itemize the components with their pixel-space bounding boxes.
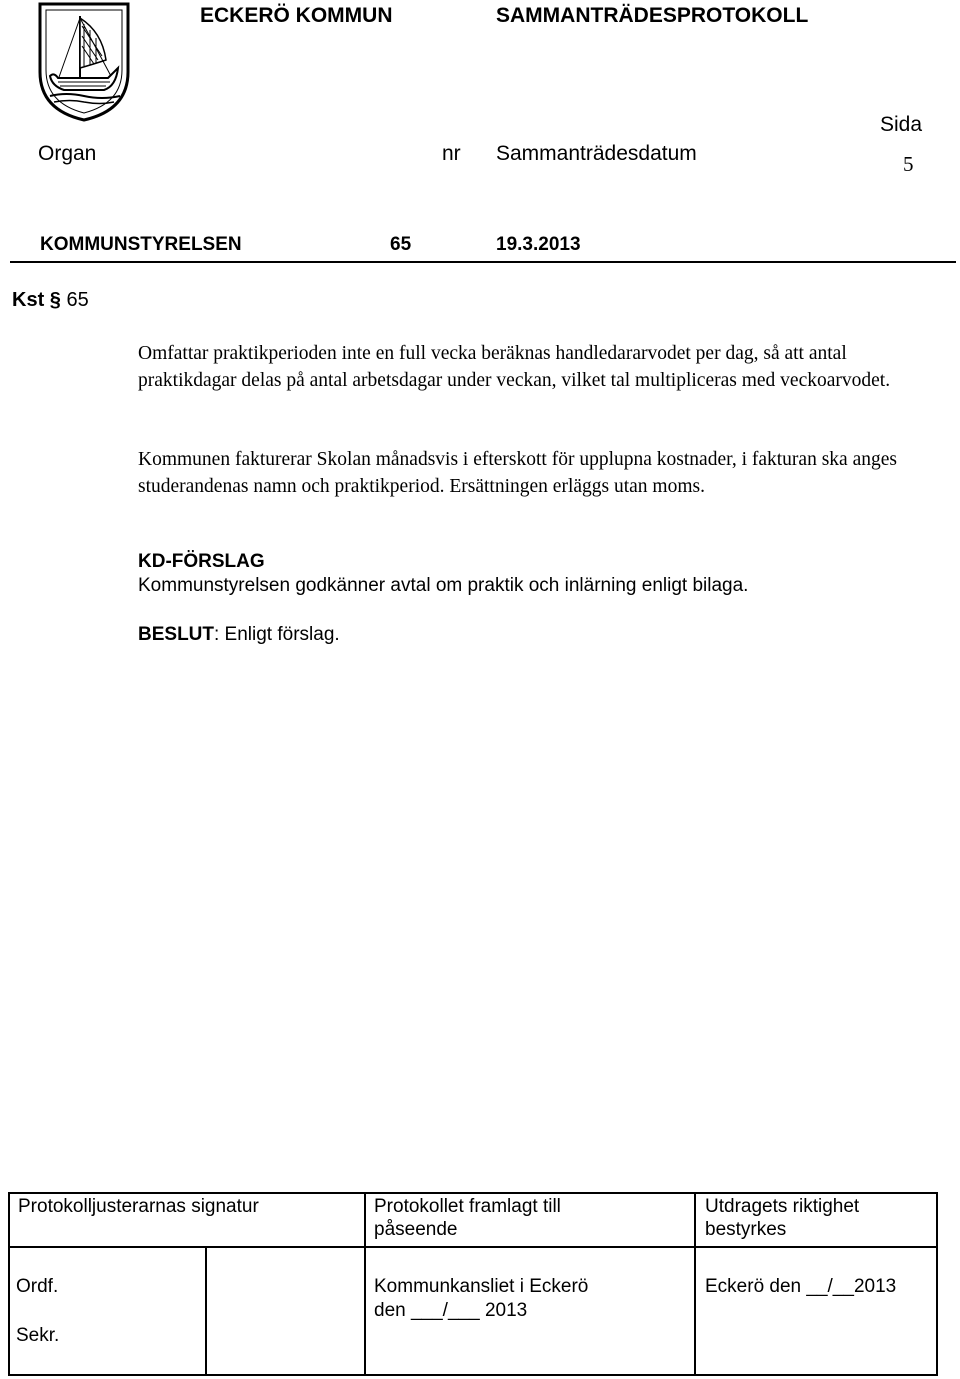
posted-header-line2: påseende <box>374 1219 458 1240</box>
section-symbol: § <box>49 289 61 311</box>
nr-label: nr <box>442 142 461 165</box>
organ-label: Organ <box>38 142 97 165</box>
page-label: Sida <box>880 113 923 136</box>
organ-value: KOMMUNSTYRELSEN <box>40 234 242 255</box>
date-label: Sammanträdesdatum <box>496 142 697 165</box>
proposal-heading: KD-FÖRSLAG <box>138 551 265 572</box>
chair-label: Ordf. <box>16 1276 59 1297</box>
section-number: 65 <box>66 289 89 311</box>
secretary-label: Sekr. <box>16 1325 60 1346</box>
certified-header-line1: Utdragets riktighet <box>705 1196 860 1217</box>
document-type: SAMMANTRÄDESPROTOKOLL <box>496 4 809 27</box>
posted-header-line1: Protokollet framlagt till <box>374 1196 561 1217</box>
table-row-divider <box>10 1246 936 1248</box>
certified-date: Eckerö den __/__2013 <box>705 1276 897 1297</box>
table-column-divider-1 <box>364 1194 366 1374</box>
header-divider <box>10 261 956 263</box>
signature-divider <box>205 1248 207 1374</box>
table-column-divider-2 <box>694 1194 696 1374</box>
posted-location: Kommunkansliet i Eckerö <box>374 1276 589 1297</box>
paragraph-1: Omfattar praktikperioden inte en full vecka beräknas handledararvodet per dag, så att antal praktikdagar delas på antal arbetsdagar under veckan, vilket tal multipliceras med veckoarvodet. <box>138 343 891 391</box>
section-heading <box>12 289 89 312</box>
proposal-text: Kommunstyrelsen godkänner avtal om praktik och inlärning enligt bilaga. <box>138 575 749 596</box>
section-label: Kst <box>12 289 45 311</box>
page-number: 5 <box>903 152 914 176</box>
signature-header: Protokolljusterarnas signatur <box>18 1196 259 1217</box>
decision-line <box>138 624 340 646</box>
decision-label: BESLUT <box>138 624 214 645</box>
municipal-coat-of-arms <box>36 2 132 127</box>
municipality-name: ECKERÖ KOMMUN <box>200 4 393 27</box>
date-value: 19.3.2013 <box>496 234 581 255</box>
nr-value: 65 <box>390 234 412 255</box>
decision-text: : Enligt förslag. <box>214 624 340 645</box>
signature-table <box>8 1192 938 1376</box>
paragraph-2: Kommunen fakturerar Skolan månadsvis i efterskott för upplupna kostnader, i fakturan ska anges studerandenas namn och praktikperiod. Ersättningen erläggs utan moms. <box>138 449 897 497</box>
certified-header-line2: bestyrkes <box>705 1219 787 1240</box>
posted-date: den ___/___ 2013 <box>374 1300 528 1321</box>
